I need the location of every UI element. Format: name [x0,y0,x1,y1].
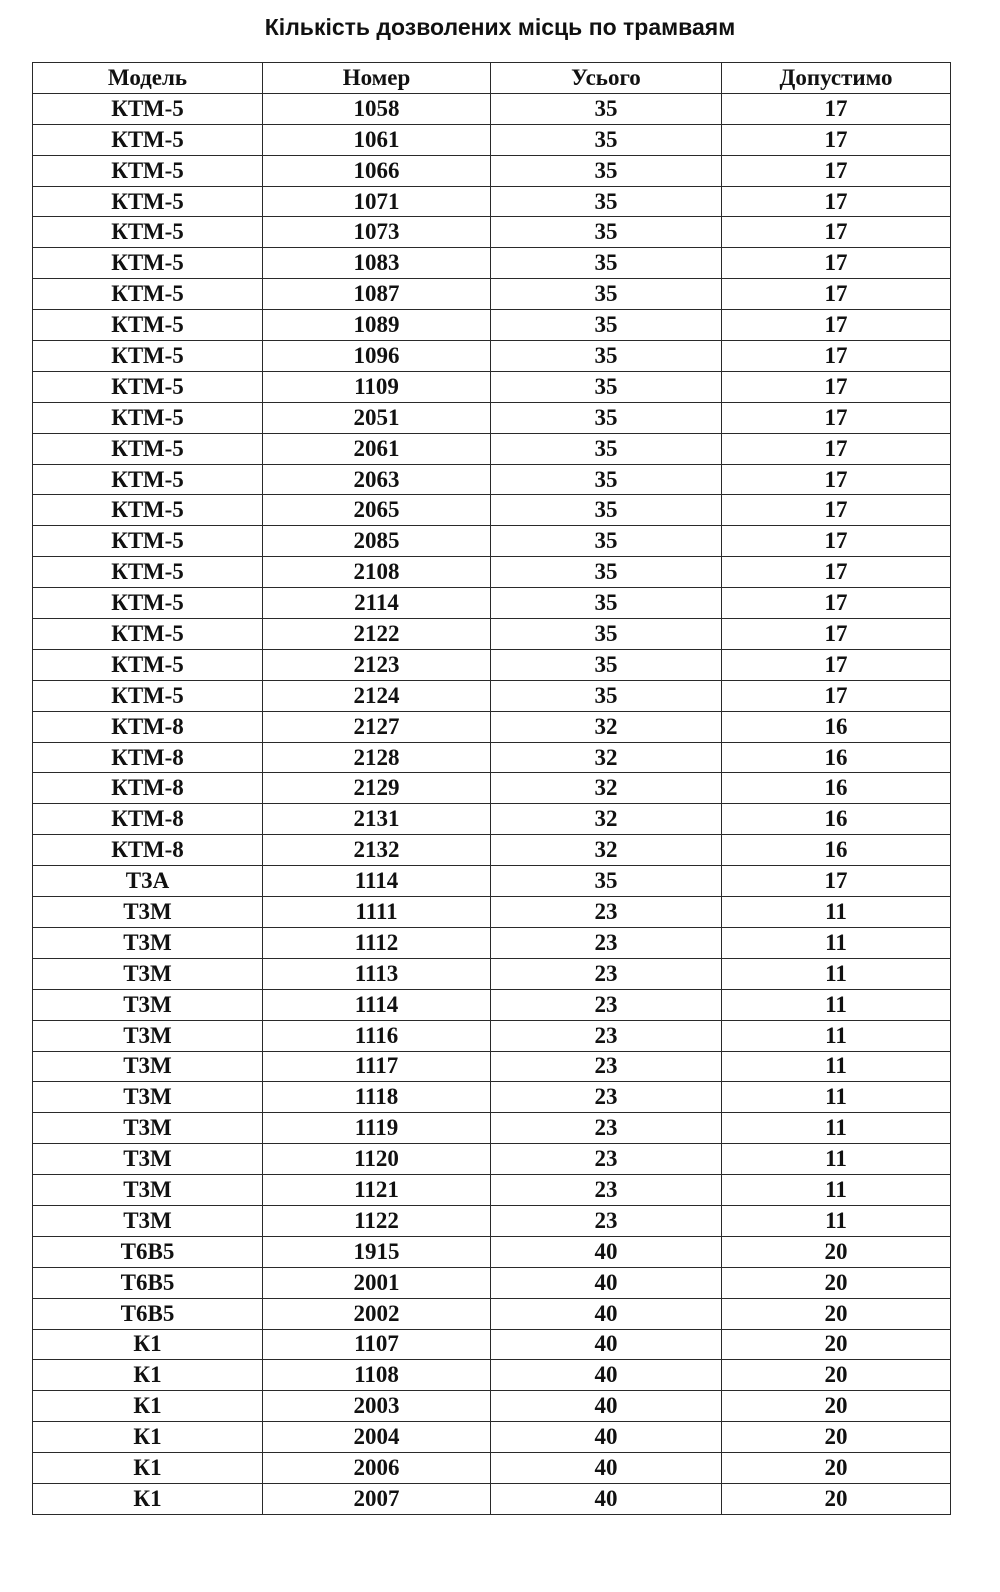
cell-model: КТМ-5 [33,341,263,372]
cell-number: 1120 [263,1144,491,1175]
cell-allowed: 17 [722,186,951,217]
cell-allowed: 17 [722,310,951,341]
cell-allowed: 17 [722,649,951,680]
cell-total: 40 [491,1453,722,1484]
cell-number: 1116 [263,1020,491,1051]
cell-model: Т3М [33,897,263,928]
table-row [33,773,951,804]
cell-allowed: 17 [722,279,951,310]
cell-total: 23 [491,958,722,989]
table-row [33,1175,951,1206]
table-row [33,1391,951,1422]
cell-number: 2124 [263,680,491,711]
cell-total: 40 [491,1360,722,1391]
cell-allowed: 20 [722,1422,951,1453]
cell-allowed: 20 [722,1267,951,1298]
cell-allowed: 11 [722,1020,951,1051]
cell-number: 1087 [263,279,491,310]
cell-total: 35 [491,649,722,680]
table-row [33,526,951,557]
cell-allowed: 16 [722,773,951,804]
cell-total: 40 [491,1267,722,1298]
cell-allowed: 11 [722,1144,951,1175]
cell-number: 2131 [263,804,491,835]
table-row [33,464,951,495]
cell-allowed: 11 [722,958,951,989]
cell-model: КТМ-5 [33,433,263,464]
cell-number: 1107 [263,1329,491,1360]
column-header-allowed: Допустимо [722,63,951,94]
table-row [33,1360,951,1391]
cell-allowed: 17 [722,619,951,650]
cell-model: КТМ-5 [33,495,263,526]
cell-total: 35 [491,371,722,402]
cell-number: 1108 [263,1360,491,1391]
cell-number: 2006 [263,1453,491,1484]
table-row [33,433,951,464]
cell-allowed: 20 [722,1360,951,1391]
table-row [33,835,951,866]
cell-number: 2122 [263,619,491,650]
page-title: Кількість дозволених місць по трамваям [264,14,736,40]
table-row [33,1113,951,1144]
cell-model: КТМ-8 [33,711,263,742]
table-row [33,1298,951,1329]
cell-allowed: 20 [722,1236,951,1267]
cell-total: 32 [491,804,722,835]
cell-total: 23 [491,989,722,1020]
cell-total: 23 [491,1144,722,1175]
cell-number: 1058 [263,93,491,124]
cell-allowed: 17 [722,124,951,155]
table-row [33,588,951,619]
cell-allowed: 16 [722,835,951,866]
cell-allowed: 17 [722,217,951,248]
cell-allowed: 17 [722,464,951,495]
cell-number: 2051 [263,402,491,433]
cell-total: 23 [491,897,722,928]
cell-total: 35 [491,186,722,217]
cell-total: 35 [491,124,722,155]
cell-model: К1 [33,1422,263,1453]
cell-number: 2001 [263,1267,491,1298]
table-row [33,1082,951,1113]
table-row [33,619,951,650]
cell-total: 35 [491,495,722,526]
cell-model: Т3М [33,989,263,1020]
cell-total: 32 [491,711,722,742]
table-row [33,1329,951,1360]
cell-allowed: 11 [722,1082,951,1113]
cell-allowed: 11 [722,927,951,958]
cell-model: КТМ-5 [33,186,263,217]
cell-total: 23 [491,1113,722,1144]
cell-model: Т3М [33,1205,263,1236]
cell-number: 2129 [263,773,491,804]
cell-model: КТМ-5 [33,124,263,155]
cell-model: КТМ-5 [33,464,263,495]
table-row [33,279,951,310]
cell-total: 35 [491,93,722,124]
cell-total: 35 [491,279,722,310]
cell-number: 2132 [263,835,491,866]
cell-allowed: 17 [722,248,951,279]
table-row [33,155,951,186]
cell-total: 23 [491,1205,722,1236]
cell-allowed: 11 [722,1113,951,1144]
table-row [33,711,951,742]
cell-allowed: 11 [722,897,951,928]
cell-allowed: 16 [722,804,951,835]
cell-model: КТМ-5 [33,279,263,310]
cell-total: 35 [491,217,722,248]
cell-total: 35 [491,619,722,650]
table-row [33,402,951,433]
cell-total: 35 [491,155,722,186]
cell-allowed: 17 [722,402,951,433]
tram-seats-table [32,62,951,1515]
cell-model: КТМ-5 [33,248,263,279]
cell-number: 1083 [263,248,491,279]
table-row [33,1144,951,1175]
cell-allowed: 17 [722,341,951,372]
cell-allowed: 17 [722,155,951,186]
table-row [33,1051,951,1082]
cell-model: КТМ-5 [33,402,263,433]
cell-total: 23 [491,1082,722,1113]
cell-model: КТМ-5 [33,557,263,588]
cell-number: 1915 [263,1236,491,1267]
cell-model: К1 [33,1453,263,1484]
cell-allowed: 20 [722,1483,951,1514]
table-row [33,1483,951,1514]
table-row [33,124,951,155]
cell-allowed: 17 [722,557,951,588]
cell-allowed: 17 [722,495,951,526]
cell-allowed: 17 [722,526,951,557]
cell-total: 35 [491,464,722,495]
cell-model: Т3М [33,1082,263,1113]
cell-number: 1061 [263,124,491,155]
cell-number: 2128 [263,742,491,773]
cell-number: 1113 [263,958,491,989]
cell-model: КТМ-8 [33,804,263,835]
cell-number: 1114 [263,866,491,897]
table-row [33,1267,951,1298]
cell-number: 1112 [263,927,491,958]
cell-number: 1066 [263,155,491,186]
cell-total: 23 [491,1051,722,1082]
cell-number: 2065 [263,495,491,526]
cell-number: 1121 [263,1175,491,1206]
cell-number: 1122 [263,1205,491,1236]
cell-model: КТМ-8 [33,773,263,804]
cell-total: 32 [491,773,722,804]
cell-number: 2127 [263,711,491,742]
cell-number: 2123 [263,649,491,680]
table-row [33,1205,951,1236]
cell-total: 35 [491,680,722,711]
cell-model: КТМ-8 [33,742,263,773]
table-row [33,217,951,248]
cell-allowed: 17 [722,371,951,402]
cell-total: 23 [491,927,722,958]
cell-allowed: 16 [722,742,951,773]
table-row [33,804,951,835]
cell-number: 1114 [263,989,491,1020]
cell-number: 1111 [263,897,491,928]
cell-total: 40 [491,1329,722,1360]
cell-total: 35 [491,248,722,279]
table-row [33,989,951,1020]
cell-model: КТМ-5 [33,649,263,680]
cell-number: 2003 [263,1391,491,1422]
cell-model: К1 [33,1391,263,1422]
cell-model: КТМ-5 [33,619,263,650]
cell-model: Т3М [33,927,263,958]
table-row [33,649,951,680]
table-header-row [33,63,951,94]
table-row [33,1422,951,1453]
cell-allowed: 11 [722,989,951,1020]
table-row [33,742,951,773]
cell-total: 32 [491,742,722,773]
cell-model: Т6В5 [33,1267,263,1298]
cell-model: Т3М [33,958,263,989]
table-row [33,1453,951,1484]
table-row [33,927,951,958]
cell-total: 40 [491,1298,722,1329]
cell-model: Т3М [33,1051,263,1082]
cell-total: 40 [491,1236,722,1267]
table-row [33,866,951,897]
cell-total: 40 [491,1391,722,1422]
cell-total: 23 [491,1020,722,1051]
cell-allowed: 20 [722,1329,951,1360]
column-header-model: Модель [33,63,263,94]
cell-allowed: 20 [722,1391,951,1422]
cell-number: 1109 [263,371,491,402]
cell-model: Т3М [33,1175,263,1206]
table-row [33,495,951,526]
cell-model: К1 [33,1483,263,1514]
table-row [33,341,951,372]
cell-allowed: 16 [722,711,951,742]
table-row [33,93,951,124]
cell-allowed: 17 [722,93,951,124]
cell-model: Т6В5 [33,1236,263,1267]
table-row [33,371,951,402]
cell-allowed: 20 [722,1453,951,1484]
cell-number: 1071 [263,186,491,217]
cell-allowed: 17 [722,866,951,897]
cell-number: 2004 [263,1422,491,1453]
table-row [33,1236,951,1267]
cell-allowed: 11 [722,1205,951,1236]
cell-model: Т3М [33,1113,263,1144]
table-row [33,897,951,928]
table-row [33,1020,951,1051]
cell-model: КТМ-5 [33,217,263,248]
cell-model: К1 [33,1360,263,1391]
cell-number: 1119 [263,1113,491,1144]
cell-model: КТМ-5 [33,526,263,557]
cell-model: КТМ-5 [33,310,263,341]
cell-number: 2063 [263,464,491,495]
cell-number: 1117 [263,1051,491,1082]
cell-total: 40 [491,1483,722,1514]
cell-model: КТМ-5 [33,93,263,124]
cell-total: 35 [491,526,722,557]
cell-model: К1 [33,1329,263,1360]
cell-allowed: 17 [722,433,951,464]
table-row [33,186,951,217]
cell-number: 1096 [263,341,491,372]
cell-model: Т3А [33,866,263,897]
cell-total: 35 [491,557,722,588]
cell-total: 32 [491,835,722,866]
cell-total: 35 [491,402,722,433]
cell-total: 35 [491,866,722,897]
cell-number: 2002 [263,1298,491,1329]
cell-number: 2085 [263,526,491,557]
table-row [33,248,951,279]
cell-allowed: 20 [722,1298,951,1329]
table-body [33,93,951,1514]
cell-model: КТМ-8 [33,835,263,866]
cell-number: 2007 [263,1483,491,1514]
cell-model: Т3М [33,1144,263,1175]
column-header-total: Усього [491,63,722,94]
cell-number: 2061 [263,433,491,464]
cell-total: 23 [491,1175,722,1206]
cell-total: 35 [491,341,722,372]
cell-total: 35 [491,588,722,619]
cell-allowed: 17 [722,680,951,711]
cell-number: 1118 [263,1082,491,1113]
cell-model: Т6В5 [33,1298,263,1329]
cell-model: КТМ-5 [33,155,263,186]
table-row [33,557,951,588]
cell-number: 1073 [263,217,491,248]
column-header-number: Номер [263,63,491,94]
cell-total: 35 [491,310,722,341]
table-row [33,680,951,711]
cell-model: КТМ-5 [33,371,263,402]
cell-number: 1089 [263,310,491,341]
cell-model: КТМ-5 [33,680,263,711]
cell-model: КТМ-5 [33,588,263,619]
cell-number: 2108 [263,557,491,588]
cell-model: Т3М [33,1020,263,1051]
cell-allowed: 11 [722,1175,951,1206]
cell-allowed: 11 [722,1051,951,1082]
cell-allowed: 17 [722,588,951,619]
cell-number: 2114 [263,588,491,619]
table-row [33,958,951,989]
table-row [33,310,951,341]
cell-total: 40 [491,1422,722,1453]
cell-total: 35 [491,433,722,464]
